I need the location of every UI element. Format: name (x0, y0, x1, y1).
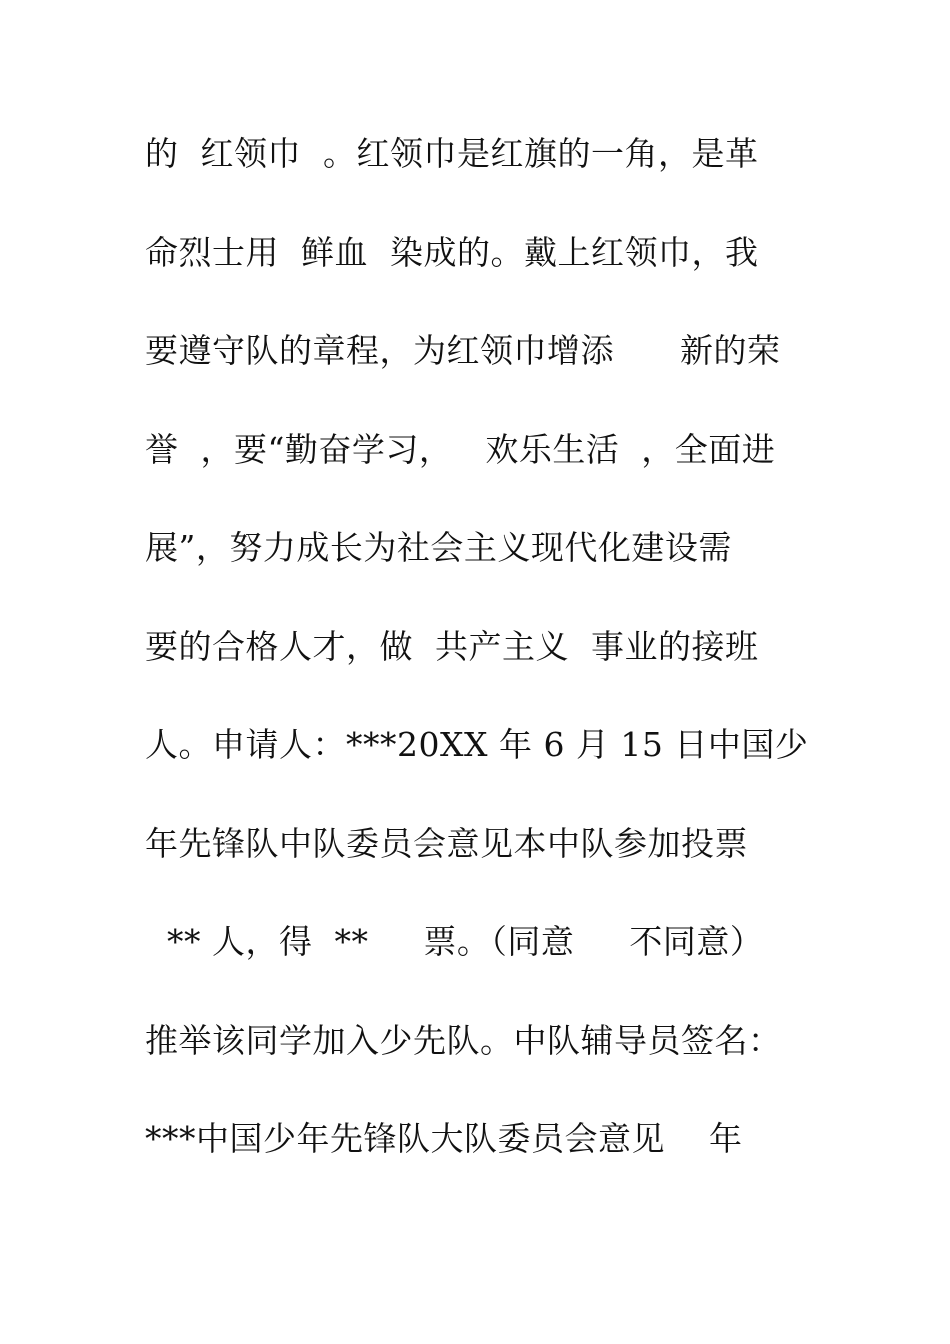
text-line: ***中国少年先锋队大队委员会意见 年 (145, 1119, 743, 1158)
text-line: 展”，努力成长为社会主义现代化建设需 (145, 528, 732, 567)
text-line: 推举该同学加入少先队。中队辅导员签名： (145, 1020, 782, 1060)
text-line: 要的合格人才，做 共产主义 事业的接班 (145, 626, 759, 666)
text-line: 年先锋队中队委员会意见本中队参加投票 (145, 823, 748, 863)
text-line: 誉 ，要“勤奋学习， 欢乐生活 ，全面进 (145, 429, 776, 469)
text-line: 的 红领巾 。红领巾是红旗的一角，是革 (145, 134, 759, 173)
text-line: 命烈士用 鲜血 染成的。戴上红领巾，我 (145, 232, 759, 272)
document-body (145, 124, 825, 1208)
text-line: 人。申请人：***20XX 年 6 月 15 日中国少 (145, 725, 809, 764)
text-line: ** 人，得 ** 票。（同意 不同意） (145, 922, 764, 961)
text-line: 要遵守队的章程，为红领巾增添 新的荣 (145, 331, 781, 370)
